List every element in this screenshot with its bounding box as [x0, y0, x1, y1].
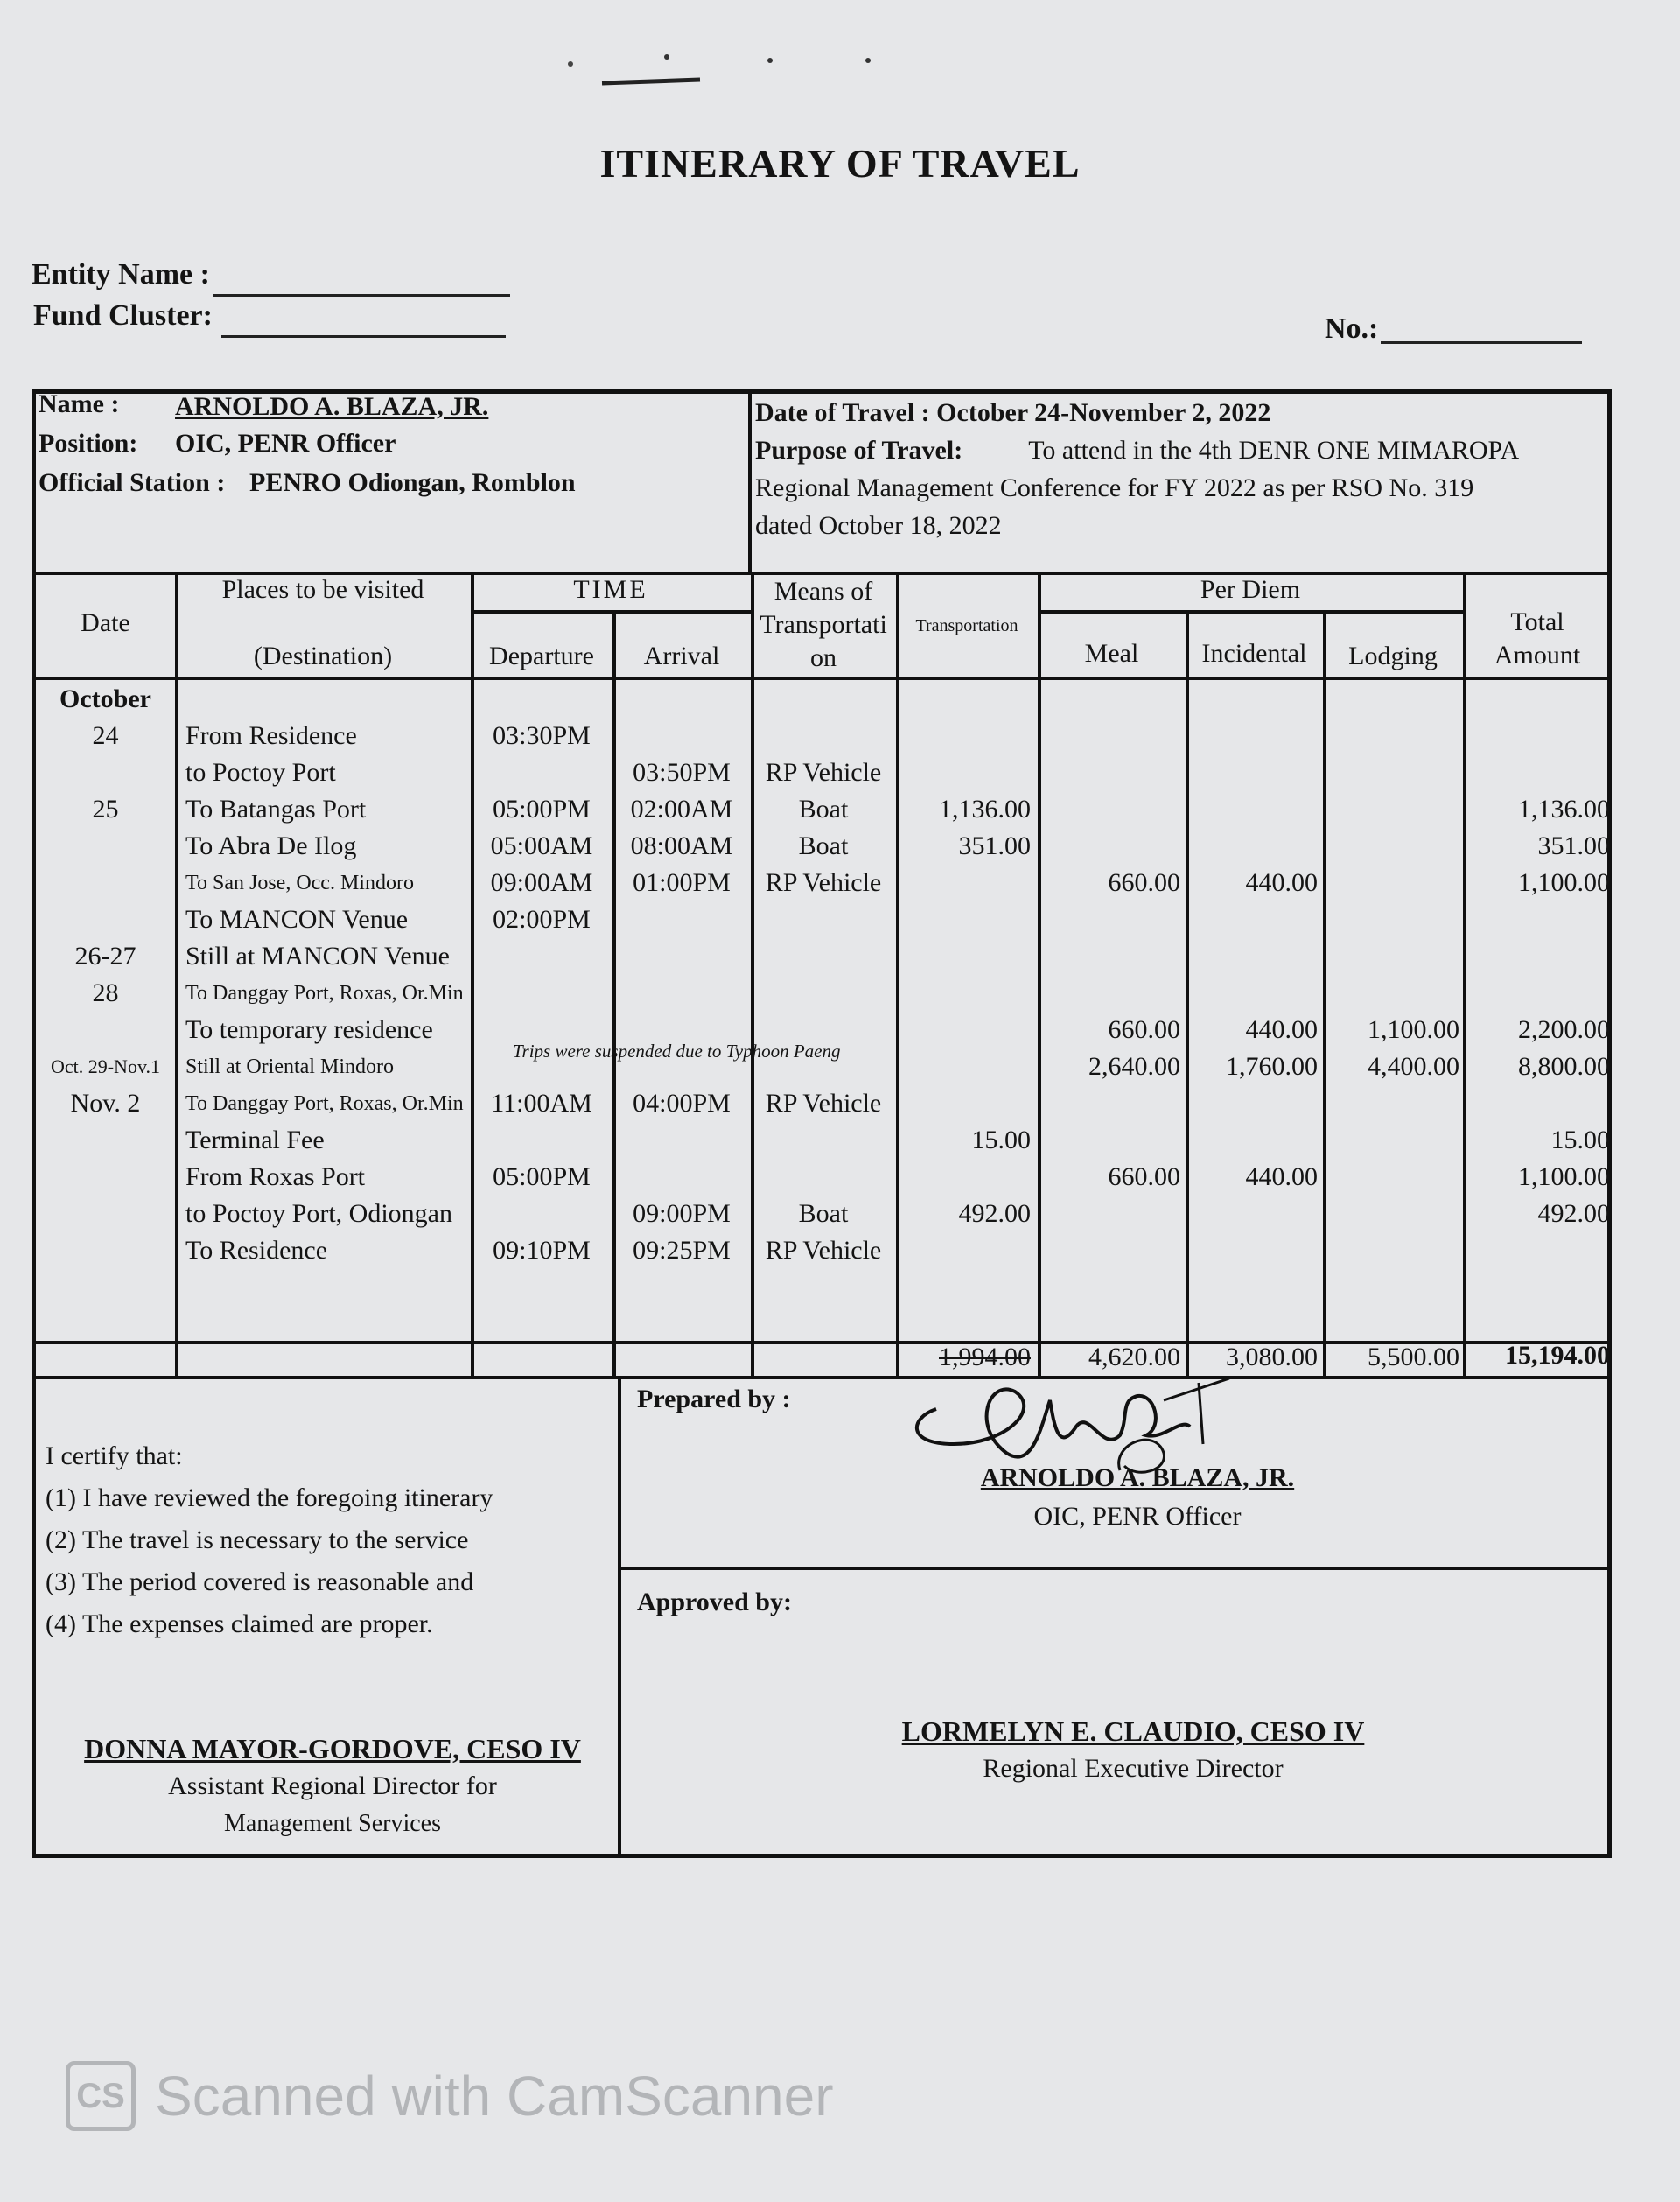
total-transportation: 1,994.00: [939, 1343, 1031, 1371]
preparer-title: OIC, PENR Officer: [1033, 1502, 1242, 1531]
row-cell-total: 8,800.00: [1518, 1052, 1610, 1081]
row-cell-arr: 01:00PM: [633, 868, 731, 897]
row-cell-date: Nov. 2: [70, 1089, 141, 1118]
row-cell-meal: 660.00: [1108, 868, 1180, 897]
header-time: TIME: [573, 575, 648, 604]
header-per-diem: Per Diem: [1200, 575, 1301, 604]
col-divider-transport: [1038, 572, 1041, 1379]
official-station: PENRO Odiongan, Romblon: [249, 468, 576, 497]
purpose-line-2: Regional Management Conference for FY 2022 as per RSO No. 319: [755, 473, 1474, 502]
date-of-travel-label: Date of Travel :: [755, 398, 930, 427]
travel-details: [755, 394, 1586, 544]
row-cell-place: To Danggay Port, Roxas, Or.Min: [186, 1092, 464, 1115]
entity-name-label: Entity Name :: [32, 258, 210, 291]
per-diem-subheader-line: [1038, 610, 1463, 614]
row-cell-date: 28: [92, 978, 119, 1007]
row-cell-means: RP Vehicle: [765, 1089, 882, 1118]
row-cell-place: To San Jose, Occ. Mindoro: [186, 872, 414, 894]
row-cell-lodg: 1,100.00: [1368, 1015, 1460, 1044]
col-divider-date: [175, 572, 178, 1379]
row-cell-date: 25: [92, 795, 119, 824]
row-cell-total: 1,136.00: [1518, 795, 1610, 824]
approver-name: LORMELYN E. CLAUDIO, CESO IV: [901, 1715, 1365, 1747]
row-cell-date: October: [60, 684, 151, 713]
row-cell-means: Boat: [798, 1199, 849, 1228]
row-cell-inc: 440.00: [1245, 1015, 1318, 1044]
suspension-note: Trips were suspended due to Typhoon Paeng: [513, 1041, 841, 1062]
camscanner-text: Scanned with CamScanner: [155, 2065, 834, 2128]
row-cell-dep: 03:30PM: [493, 721, 591, 750]
purpose-label: Purpose of Travel:: [755, 436, 963, 465]
row-cell-dep: 11:00AM: [491, 1089, 592, 1118]
row-cell-dep: 09:00AM: [490, 868, 593, 897]
prepared-by-label: Prepared by :: [637, 1385, 791, 1413]
certification-item-3: (3) The period covered is reasonable and: [46, 1567, 474, 1596]
certification-block: [46, 1435, 493, 1645]
header-lodging: Lodging: [1348, 642, 1438, 670]
row-cell-meal: 660.00: [1108, 1162, 1180, 1191]
total-lodging: 5,500.00: [1368, 1343, 1460, 1371]
header-places-line1: Places to be visited: [221, 575, 424, 604]
row-cell-trans: 492.00: [958, 1199, 1031, 1228]
time-subheader-line: [471, 610, 751, 614]
row-cell-date: Oct. 29-Nov.1: [50, 1055, 161, 1077]
header-arrival: Arrival: [643, 642, 720, 670]
totals-bottom-border: [36, 1376, 1607, 1379]
col-divider-lodging: [1463, 572, 1466, 1379]
row-cell-means: Boat: [798, 795, 849, 824]
header-incidental: Incidental: [1201, 639, 1307, 668]
scan-artifact-marks: [560, 48, 892, 101]
fund-cluster-blank: [221, 335, 506, 338]
header-date: Date: [80, 608, 130, 637]
certification-intro: I certify that:: [46, 1441, 183, 1470]
row-cell-place: Still at Oriental Mindoro: [186, 1055, 394, 1078]
purpose-line-3: dated October 18, 2022: [755, 511, 1002, 540]
row-cell-place: Terminal Fee: [186, 1126, 325, 1154]
col-divider-incidental: [1323, 610, 1326, 1379]
row-cell-trans: 351.00: [958, 831, 1031, 860]
header-total-amount: [1463, 606, 1612, 672]
traveler-position: OIC, PENR Officer: [175, 429, 396, 458]
position-label: Position:: [38, 429, 138, 458]
row-cell-total: 351.00: [1537, 831, 1610, 860]
row-cell-place: To MANCON Venue: [186, 905, 409, 934]
fund-cluster-label: Fund Cluster:: [33, 299, 213, 332]
entity-name-blank: [213, 294, 510, 297]
camscanner-watermark: [66, 2061, 834, 2131]
row-cell-place: From Residence: [186, 721, 357, 750]
header-means: [751, 575, 896, 675]
row-cell-total: 2,200.00: [1518, 1015, 1610, 1044]
certifier-title-line1: Assistant Regional Director for: [168, 1771, 497, 1800]
total-incidental: 3,080.00: [1226, 1343, 1318, 1371]
header-meal: Meal: [1084, 639, 1139, 668]
number-blank: [1381, 341, 1582, 344]
header-bottom-border: [36, 677, 1607, 680]
row-cell-arr: 09:00PM: [633, 1199, 731, 1228]
certification-item-2: (2) The travel is necessary to the service: [46, 1525, 469, 1554]
info-divider: [748, 389, 752, 575]
row-cell-dep: 05:00PM: [493, 795, 591, 824]
header-total-line1: Total: [1510, 607, 1564, 636]
row-cell-dep: 05:00PM: [493, 1162, 591, 1191]
row-cell-place: Still at MANCON Venue: [186, 942, 450, 971]
row-cell-dep: 02:00PM: [493, 905, 591, 934]
header-departure: Departure: [489, 642, 594, 670]
row-cell-inc: 440.00: [1245, 1162, 1318, 1191]
row-cell-total: 1,100.00: [1518, 868, 1610, 897]
row-cell-place: To Residence: [186, 1236, 328, 1265]
row-cell-meal: 2,640.00: [1088, 1052, 1180, 1081]
number-label: No.:: [1325, 312, 1379, 345]
row-cell-arr: 04:00PM: [633, 1089, 731, 1118]
row-cell-inc: 440.00: [1245, 868, 1318, 897]
row-cell-place: To Danggay Port, Roxas, Or.Min: [186, 982, 464, 1005]
preparer-name: ARNOLDO A. BLAZA, JR.: [980, 1463, 1295, 1492]
row-cell-means: RP Vehicle: [765, 1236, 882, 1265]
signature-section-divider: [618, 1376, 621, 1858]
row-cell-total: 15.00: [1550, 1126, 1610, 1154]
row-cell-meal: 660.00: [1108, 1015, 1180, 1044]
row-cell-place: From Roxas Port: [186, 1162, 366, 1191]
row-cell-date: 24: [92, 721, 119, 750]
traveler-name: ARNOLDO A. BLAZA, JR.: [175, 392, 489, 421]
header-total-line2: Amount: [1494, 641, 1581, 670]
row-cell-dep: 05:00AM: [490, 831, 593, 860]
row-cell-place: To Abra De Ilog: [186, 831, 357, 860]
approved-by-label: Approved by:: [637, 1588, 792, 1616]
official-station-label: Official Station :: [38, 468, 226, 497]
header-transportation: Transportation: [915, 616, 1018, 635]
row-cell-total: 1,100.00: [1518, 1162, 1610, 1191]
certification-item-4: (4) The expenses claimed are proper.: [46, 1609, 433, 1638]
header-means-line2: Transportati: [760, 610, 887, 639]
row-cell-arr: 09:25PM: [633, 1236, 731, 1265]
row-cell-dep: 09:10PM: [493, 1236, 591, 1265]
certification-item-1: (1) I have reviewed the foregoing itinerary: [46, 1483, 494, 1512]
row-cell-lodg: 4,400.00: [1368, 1052, 1460, 1081]
certifier-title-line2: Management Services: [223, 1810, 442, 1837]
certifier-name: DONNA MAYOR-GORDOVE, CESO IV: [84, 1733, 581, 1764]
row-cell-place: to Poctoy Port: [186, 758, 336, 787]
row-cell-place: To Batangas Port: [186, 795, 367, 824]
grand-total: 15,194.00: [1505, 1341, 1610, 1370]
row-cell-arr: 02:00AM: [630, 795, 733, 824]
date-of-travel: October 24-November 2, 2022: [936, 398, 1271, 427]
approver-title: Regional Executive Director: [983, 1754, 1284, 1783]
row-cell-trans: 15.00: [971, 1126, 1031, 1154]
row-cell-means: RP Vehicle: [765, 868, 882, 897]
row-cell-arr: 03:50PM: [633, 758, 731, 787]
row-cell-means: Boat: [798, 831, 849, 860]
camscanner-logo-icon: CS: [66, 2061, 136, 2131]
row-cell-inc: 1,760.00: [1226, 1052, 1318, 1081]
header-means-line3: on: [810, 643, 836, 672]
header-means-line1: Means of: [774, 577, 873, 606]
col-divider-means: [896, 572, 900, 1379]
header-places-line2: (Destination): [253, 642, 393, 670]
purpose-line-1: To attend in the 4th DENR ONE MIMAROPA: [1028, 436, 1520, 465]
total-meal: 4,620.00: [1088, 1343, 1180, 1371]
document-title: ITINERARY OF TRAVEL: [599, 141, 1081, 186]
row-cell-date: 26-27: [74, 942, 136, 971]
row-cell-arr: 08:00AM: [630, 831, 733, 860]
row-cell-place: To temporary residence: [186, 1015, 433, 1044]
row-cell-total: 492.00: [1537, 1199, 1610, 1228]
row-cell-means: RP Vehicle: [765, 758, 882, 787]
row-cell-trans: 1,136.00: [939, 795, 1031, 824]
row-cell-place: to Poctoy Port, Odiongan: [186, 1199, 452, 1228]
prepared-approved-divider: [618, 1567, 1607, 1570]
name-label: Name :: [38, 389, 120, 418]
col-divider-meal: [1186, 610, 1189, 1379]
